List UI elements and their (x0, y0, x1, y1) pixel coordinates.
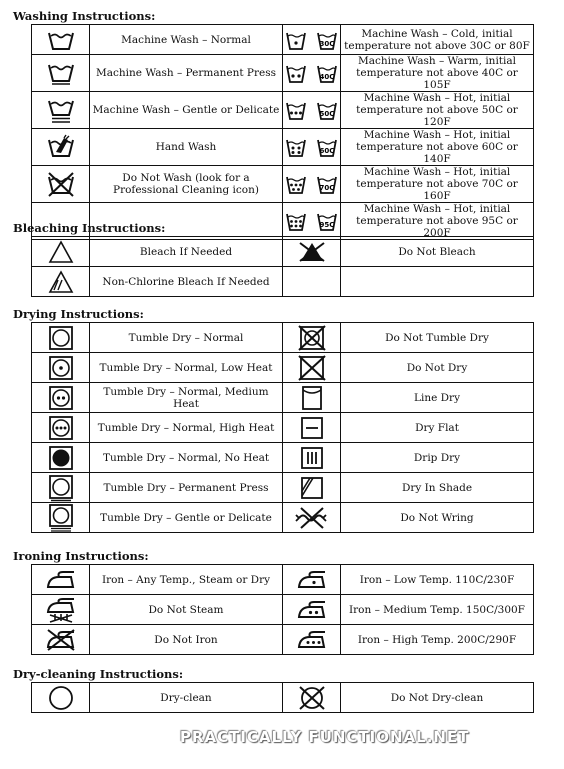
wash-label: Machine Wash – Cold, initial temperature not above 30C or 80F (341, 25, 534, 55)
table-row (32, 443, 534, 473)
bleaching-section-title: Bleaching Instructions: (13, 221, 166, 235)
wash-label: Machine Wash – Hot, initial temperature not above 70C or 160F (341, 166, 534, 203)
dryclean-label: Dry-clean (90, 683, 283, 713)
tumble-dry-normal-icon (32, 323, 90, 353)
iron-label: Do Not Steam (90, 595, 283, 625)
wash-hot-60-icon (283, 129, 341, 166)
table-row (32, 503, 534, 533)
do-not-dry-icon (283, 353, 341, 383)
wash-label: Machine Wash – Permanent Press (90, 55, 283, 92)
washing-table (31, 24, 534, 240)
wash-label: Machine Wash – Normal (90, 25, 283, 55)
table-row (32, 353, 534, 383)
do-not-tumble-dry-icon (283, 323, 341, 353)
table-row (32, 683, 534, 713)
table-row (32, 237, 534, 267)
iron-label: Iron – Any Temp., Steam or Dry (90, 565, 283, 595)
wash-label: Machine Wash – Hot, initial temperature not above 95C or 200F (341, 203, 534, 240)
dry-label: Line Dry (341, 383, 534, 413)
bleach-label: Non-Chlorine Bleach If Needed (90, 267, 283, 297)
bleach-icon (32, 237, 90, 267)
dry-label: Tumble Dry – Normal, No Heat (90, 443, 283, 473)
empty-cell (341, 267, 534, 297)
do-not-wring-icon (283, 503, 341, 533)
wash-cold-icon (283, 25, 341, 55)
temp-label: 60C (319, 147, 335, 155)
dryclean-label: Do Not Dry-clean (341, 683, 534, 713)
wash-permanent-press-icon (32, 55, 90, 92)
tumble-dry-no-heat-icon (32, 443, 90, 473)
wash-hot-50-icon (283, 92, 341, 129)
dry-label: Do Not Tumble Dry (341, 323, 534, 353)
dry-label: Drip Dry (341, 443, 534, 473)
dry-label: Tumble Dry – Normal, Medium Heat (90, 383, 283, 413)
drycleaning-section-title: Dry-cleaning Instructions: (13, 667, 184, 681)
iron-low-temp-icon (283, 565, 341, 595)
empty-cell (283, 267, 341, 297)
tumble-dry-gentle-icon (32, 503, 90, 533)
table-row (32, 383, 534, 413)
table-row (32, 25, 534, 55)
dry-label: Do Not Dry (341, 353, 534, 383)
dry-flat-icon (283, 413, 341, 443)
wash-label: Machine Wash – Hot, initial temperature not above 60C or 140F (341, 129, 534, 166)
iron-label: Do Not Iron (90, 625, 283, 655)
table-row (32, 55, 534, 92)
table-row (32, 413, 534, 443)
wash-label: Machine Wash – Hot, initial temperature not above 50C or 120F (341, 92, 534, 129)
do-not-wash-icon (32, 166, 90, 203)
wash-warm-icon (283, 55, 341, 92)
hand-wash-icon (32, 129, 90, 166)
table-row (32, 323, 534, 353)
do-not-dry-clean-icon (283, 683, 341, 713)
drying-section-title: Drying Instructions: (13, 307, 144, 321)
table-row (32, 625, 534, 655)
iron-medium-temp-icon (283, 595, 341, 625)
table-row (32, 92, 534, 129)
table-row (32, 267, 534, 297)
drip-dry-icon (283, 443, 341, 473)
bleach-label: Bleach If Needed (90, 237, 283, 267)
temp-label: 40C (319, 73, 335, 81)
wash-hot-95-icon (283, 203, 341, 240)
wash-normal-icon (32, 25, 90, 55)
table-row (32, 129, 534, 166)
wash-gentle-icon (32, 92, 90, 129)
temp-label: 50C (319, 110, 335, 118)
dry-label: Tumble Dry – Gentle or Delicate (90, 503, 283, 533)
table-row (32, 166, 534, 203)
iron-label: Iron – Low Temp. 110C/230F (341, 565, 534, 595)
dry-label: Do Not Wring (341, 503, 534, 533)
wash-label: Do Not Wash (look for a Professional Cleaning icon) (90, 166, 283, 203)
temp-label: 70C (319, 184, 335, 192)
wash-label: Machine Wash – Gentle or Delicate (90, 92, 283, 129)
bleach-label: Do Not Bleach (341, 237, 534, 267)
drycleaning-table (31, 682, 534, 713)
iron-label: Iron – High Temp. 200C/290F (341, 625, 534, 655)
wash-label: Hand Wash (90, 129, 283, 166)
ironing-table (31, 564, 534, 655)
temp-label: 30C (319, 39, 335, 48)
dry-label: Dry Flat (341, 413, 534, 443)
dry-label: Dry In Shade (341, 473, 534, 503)
dry-clean-icon (32, 683, 90, 713)
table-row (32, 473, 534, 503)
tumble-dry-low-icon (32, 353, 90, 383)
wash-hot-70-icon (283, 166, 341, 203)
washing-section-title: Washing Instructions: (13, 9, 156, 23)
dry-label: Tumble Dry – Normal, High Heat (90, 413, 283, 443)
dry-label: Tumble Dry – Normal (90, 323, 283, 353)
dry-label: Tumble Dry – Permanent Press (90, 473, 283, 503)
do-not-bleach-icon (283, 237, 341, 267)
iron-label: Iron – Medium Temp. 150C/300F (341, 595, 534, 625)
do-not-steam-icon (32, 595, 90, 625)
bleaching-table (31, 236, 534, 297)
iron-high-temp-icon (283, 625, 341, 655)
table-row (32, 565, 534, 595)
wash-label: Machine Wash – Warm, initial temperature not above 40C or 105F (341, 55, 534, 92)
tumble-dry-high-icon (32, 413, 90, 443)
dry-label: Tumble Dry – Normal, Low Heat (90, 353, 283, 383)
drying-table (31, 322, 534, 533)
dry-in-shade-icon (283, 473, 341, 503)
ironing-section-title: Ironing Instructions: (13, 549, 149, 563)
non-chlorine-bleach-icon (32, 267, 90, 297)
tumble-dry-permanent-press-icon (32, 473, 90, 503)
tumble-dry-medium-icon (32, 383, 90, 413)
do-not-iron-icon (32, 625, 90, 655)
temp-label: 95C (319, 221, 335, 229)
line-dry-icon (283, 383, 341, 413)
table-row (32, 595, 534, 625)
watermark: PRACTICALLY FUNCTIONAL.NET (180, 728, 470, 746)
iron-any-temp-icon (32, 565, 90, 595)
